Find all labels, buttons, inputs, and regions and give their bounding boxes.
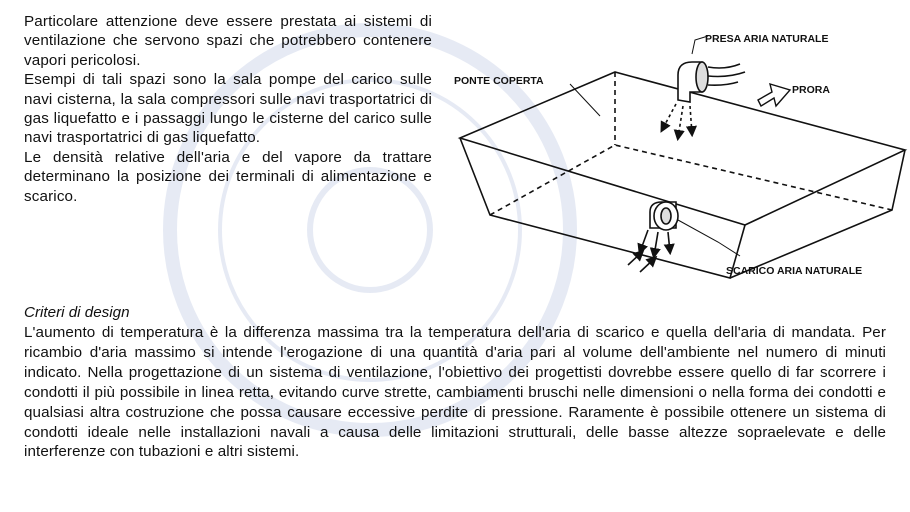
exhaust-ventilator-icon [628,202,678,272]
compartment-box [460,72,905,278]
label-deck: PONTE COPERTA [454,75,544,87]
label-bow: PRORA [792,84,830,96]
intake-ventilator-icon [662,62,745,138]
bow-arrow-icon [758,84,790,106]
ventilation-diagram [440,20,910,290]
intro-text [24,12,432,206]
intro-paragraph-3: Le densità relative dell'aria e del vapore da trattare determinano la posizione dei terminali di alimentazione e scarico. [24,148,432,205]
intro-paragraph-1: Particolare attenzione deve essere prestata ai sistemi di ventilazione che servono spazi che potrebbero contenere vapori pericolosi. [24,13,432,69]
criteria-paragraph: L'aumento di temperatura è la differenza massima tra la temperatura dell'aria di scarico e quella dell'aria di mandata. Per ricambio d'aria massimo si intende l'erogazione di una quantità d'aria pari al volume dell'ambiente nel numero di minuti indicato. Nella progettazione di un sistema di ventilazione, l'obiettivo dei progettisti dovrebbe essere quello di far scorrere i condotti il più possibile in linea retta, evitando curve strette, cambiamenti bruschi nelle dimensioni o nella forma dei condotti e qualsiasi altra costruzione che possa causare eccessive perdite di pressione. Raramente è possibile ottenere un sistema di condotti ideale nelle installazioni navali a causa delle limitazioni strutturali, delle basse altezze sopraelevate e delle interferenze con tubazioni e altri sistemi. [24,324,886,461]
label-intake: PRESA ARIA NATURALE [705,33,829,45]
criteria-heading: Criteri di design [24,304,130,321]
label-exhaust: SCARICO ARIA NATURALE [726,265,863,277]
intro-paragraph-2: Esempi di tali spazi sono la sala pompe del carico sulle navi cisterna, la sala compressori sulle navi trasportatrici di gas liquefatto e i passaggi lungo le cisterne del carico sulle navi trasportatrici di gas liquefatto. [24,71,432,147]
